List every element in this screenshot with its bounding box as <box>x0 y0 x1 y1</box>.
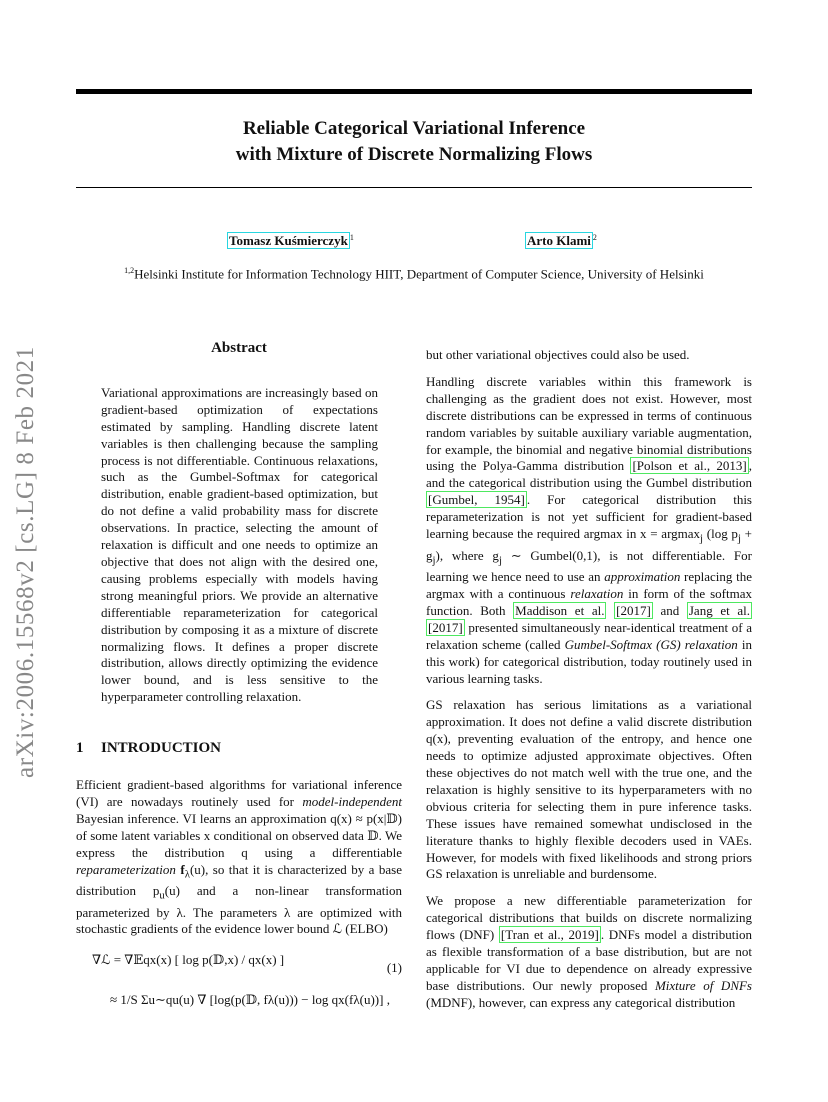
citation-jang-year[interactable]: [2017] <box>428 619 463 635</box>
right-paragraph-0: but other variational objectives could also be used. <box>426 347 690 362</box>
equation-1-line-1: ∇ℒ = ∇𝔼qx(x) [ log p(𝔻,x) / qx(x) ] <box>92 952 285 968</box>
title-top-rule <box>76 89 752 94</box>
citation-maddison-year[interactable]: [2017] <box>616 602 651 618</box>
section-heading-introduction <box>76 740 402 757</box>
author-1-name[interactable]: Tomasz Kuśmierczyk <box>229 233 348 249</box>
right-paragraph-3: We propose a new differentiable parameterization for categorical distributions that builds on discrete normalizing flows (DNF) [Tran et al., 2019] . DNFs model a distribution as flexible transformation of a base distribution, but are not applicable for VI due to dependence on already expressive base distributions. Our newly proposed Mixture of DNFs (MDNF), however, can express any categorical distribution <box>426 893 752 1010</box>
abstract-text: Variational approximations are increasingly based on gradient-based optimization of expectations estimated by sampling. Handling discrete latent variables is then challenging because the sampling process is not differentiable. Continuous relaxations, such as the Gumbel-Softmax for categorical distribution, enable gradient-based optimization, but do not define a valid probability mass for discrete observations. In practice, selecting the amount of relaxation is difficult and one needs to optimize an objective that does not align with the desired one, causing problems especially with models having strong meaningful priors. We provide an alternative differentiable reparameterization for categorical distribution by composing it as a mixture of discrete normalizing flows. It defines a proper discrete distribution, allows directly optimizing the evidence lower bound, and is less sensitive to the hyperparameter controlling relaxation. <box>101 384 378 705</box>
equation-1-line-2: ≈ 1/S Σu∼qu(u) ∇ [log(p(𝔻, fλ(u))) − log qx(fλ(u))] , <box>110 992 390 1008</box>
citation-jang[interactable]: Jang et al. <box>688 602 751 618</box>
equation-1 <box>76 948 402 1028</box>
title-bottom-rule <box>76 187 752 188</box>
abstract-heading: Abstract <box>211 340 267 356</box>
left-column <box>76 340 402 1028</box>
right-paragraph-1: Handling discrete variables within this framework is challenging as the gradient does not exist. However, most discrete distributions can be expressed in terms of continuous random variables by suitable auxiliary variable augmentation, for example, the binomial and negative binomial distributions using the Polya-Gamma distribution [Polson et al., 2013] , and the categorical distribution using the Gumbel distribution [Gumbel, 1954] . For categorical distribution this reparameterization is not yet sufficient for gradient-based learning because the required argmax in x = argmax$_j$ (log $p_j + g_j$), where $g_j$ ∼ Gumbel(0,1), is not differentiable. For learning we hence need to use an approximation replacing the argmax with a continuous relaxation in form of the softmax function. Both Maddison et al. [2017] and Jang et al. [2017] presented simultaneously near-identical treatment of a relaxation scheme (called Gumbel-Softmax (GS) relaxation in this work) for categorical distribution, today routinely used in various learning tasks. <box>426 373 753 686</box>
affiliation-text: Helsinki Institute for Information Technology HIIT, Department of Computer Science, University of Helsinki <box>134 266 704 282</box>
intro-paragraph-1: Efficient gradient-based algorithms for variational inference (VI) are nowadays routinely used for model-independent Bayesian inference. VI learns an approximation q(x) ≈ p(x|𝔻) of some latent variables x conditional on observed data 𝔻. We express the distribution q using a differentiable reparameterization $f_\lambda(u)$, so that it is characterized by a base distribution $p_u(u)$ and a non-linear transformation parameterized by λ. The parameters λ are optimized with stochastic gradients of the evidence lower bound ℒ (ELBO) <box>76 777 402 937</box>
affiliation-sup: 1,2 <box>124 266 135 275</box>
author-2[interactable] <box>525 233 597 249</box>
title-line-2: with Mixture of Discrete Normalizing Flows <box>235 144 593 165</box>
affiliation <box>76 266 752 282</box>
paper-title <box>76 116 752 168</box>
citation-maddison[interactable]: Maddison et al. <box>515 602 605 618</box>
right-paragraph-2: GS relaxation has serious limitations as a variational approximation. It does not define a valid discrete distribution q(x), preventing evaluation of the entropy, and hence one needs to optimize adjusted approximate objectives. Often these objectives do not match well with the true one, and the relaxation is highly sensitive to its hyperparameters with no obvious criteria for selecting them in pure inference tasks. These issues have remained somewhat undisclosed in the literature thanks to highly flexible decoders used in VAEs. However, for models with fixed likelihoods and strong priors GS relaxation is unreliable and burdensome. <box>426 697 752 882</box>
author-1-sup: 1 <box>349 233 354 242</box>
citation-gumbel[interactable]: [Gumbel, 1954] <box>428 492 525 508</box>
author-1[interactable] <box>227 233 354 249</box>
section-title: INTRODUCTION <box>101 740 222 757</box>
right-column <box>426 347 752 1022</box>
title-line-1: Reliable Categorical Variational Inference <box>242 118 586 139</box>
equation-1-number: (1) <box>386 960 402 976</box>
section-number: 1 <box>76 740 84 757</box>
author-2-sup: 2 <box>592 233 597 242</box>
author-2-name[interactable]: Arto Klami <box>527 233 591 249</box>
citation-polson[interactable]: [Polson et al., 2013] <box>632 458 747 474</box>
citation-tran[interactable]: [Tran et al., 2019] <box>500 927 599 943</box>
arxiv-stamp: arXiv:2006.15568v2 [cs.LG] 8 Feb 2021 <box>12 346 39 778</box>
